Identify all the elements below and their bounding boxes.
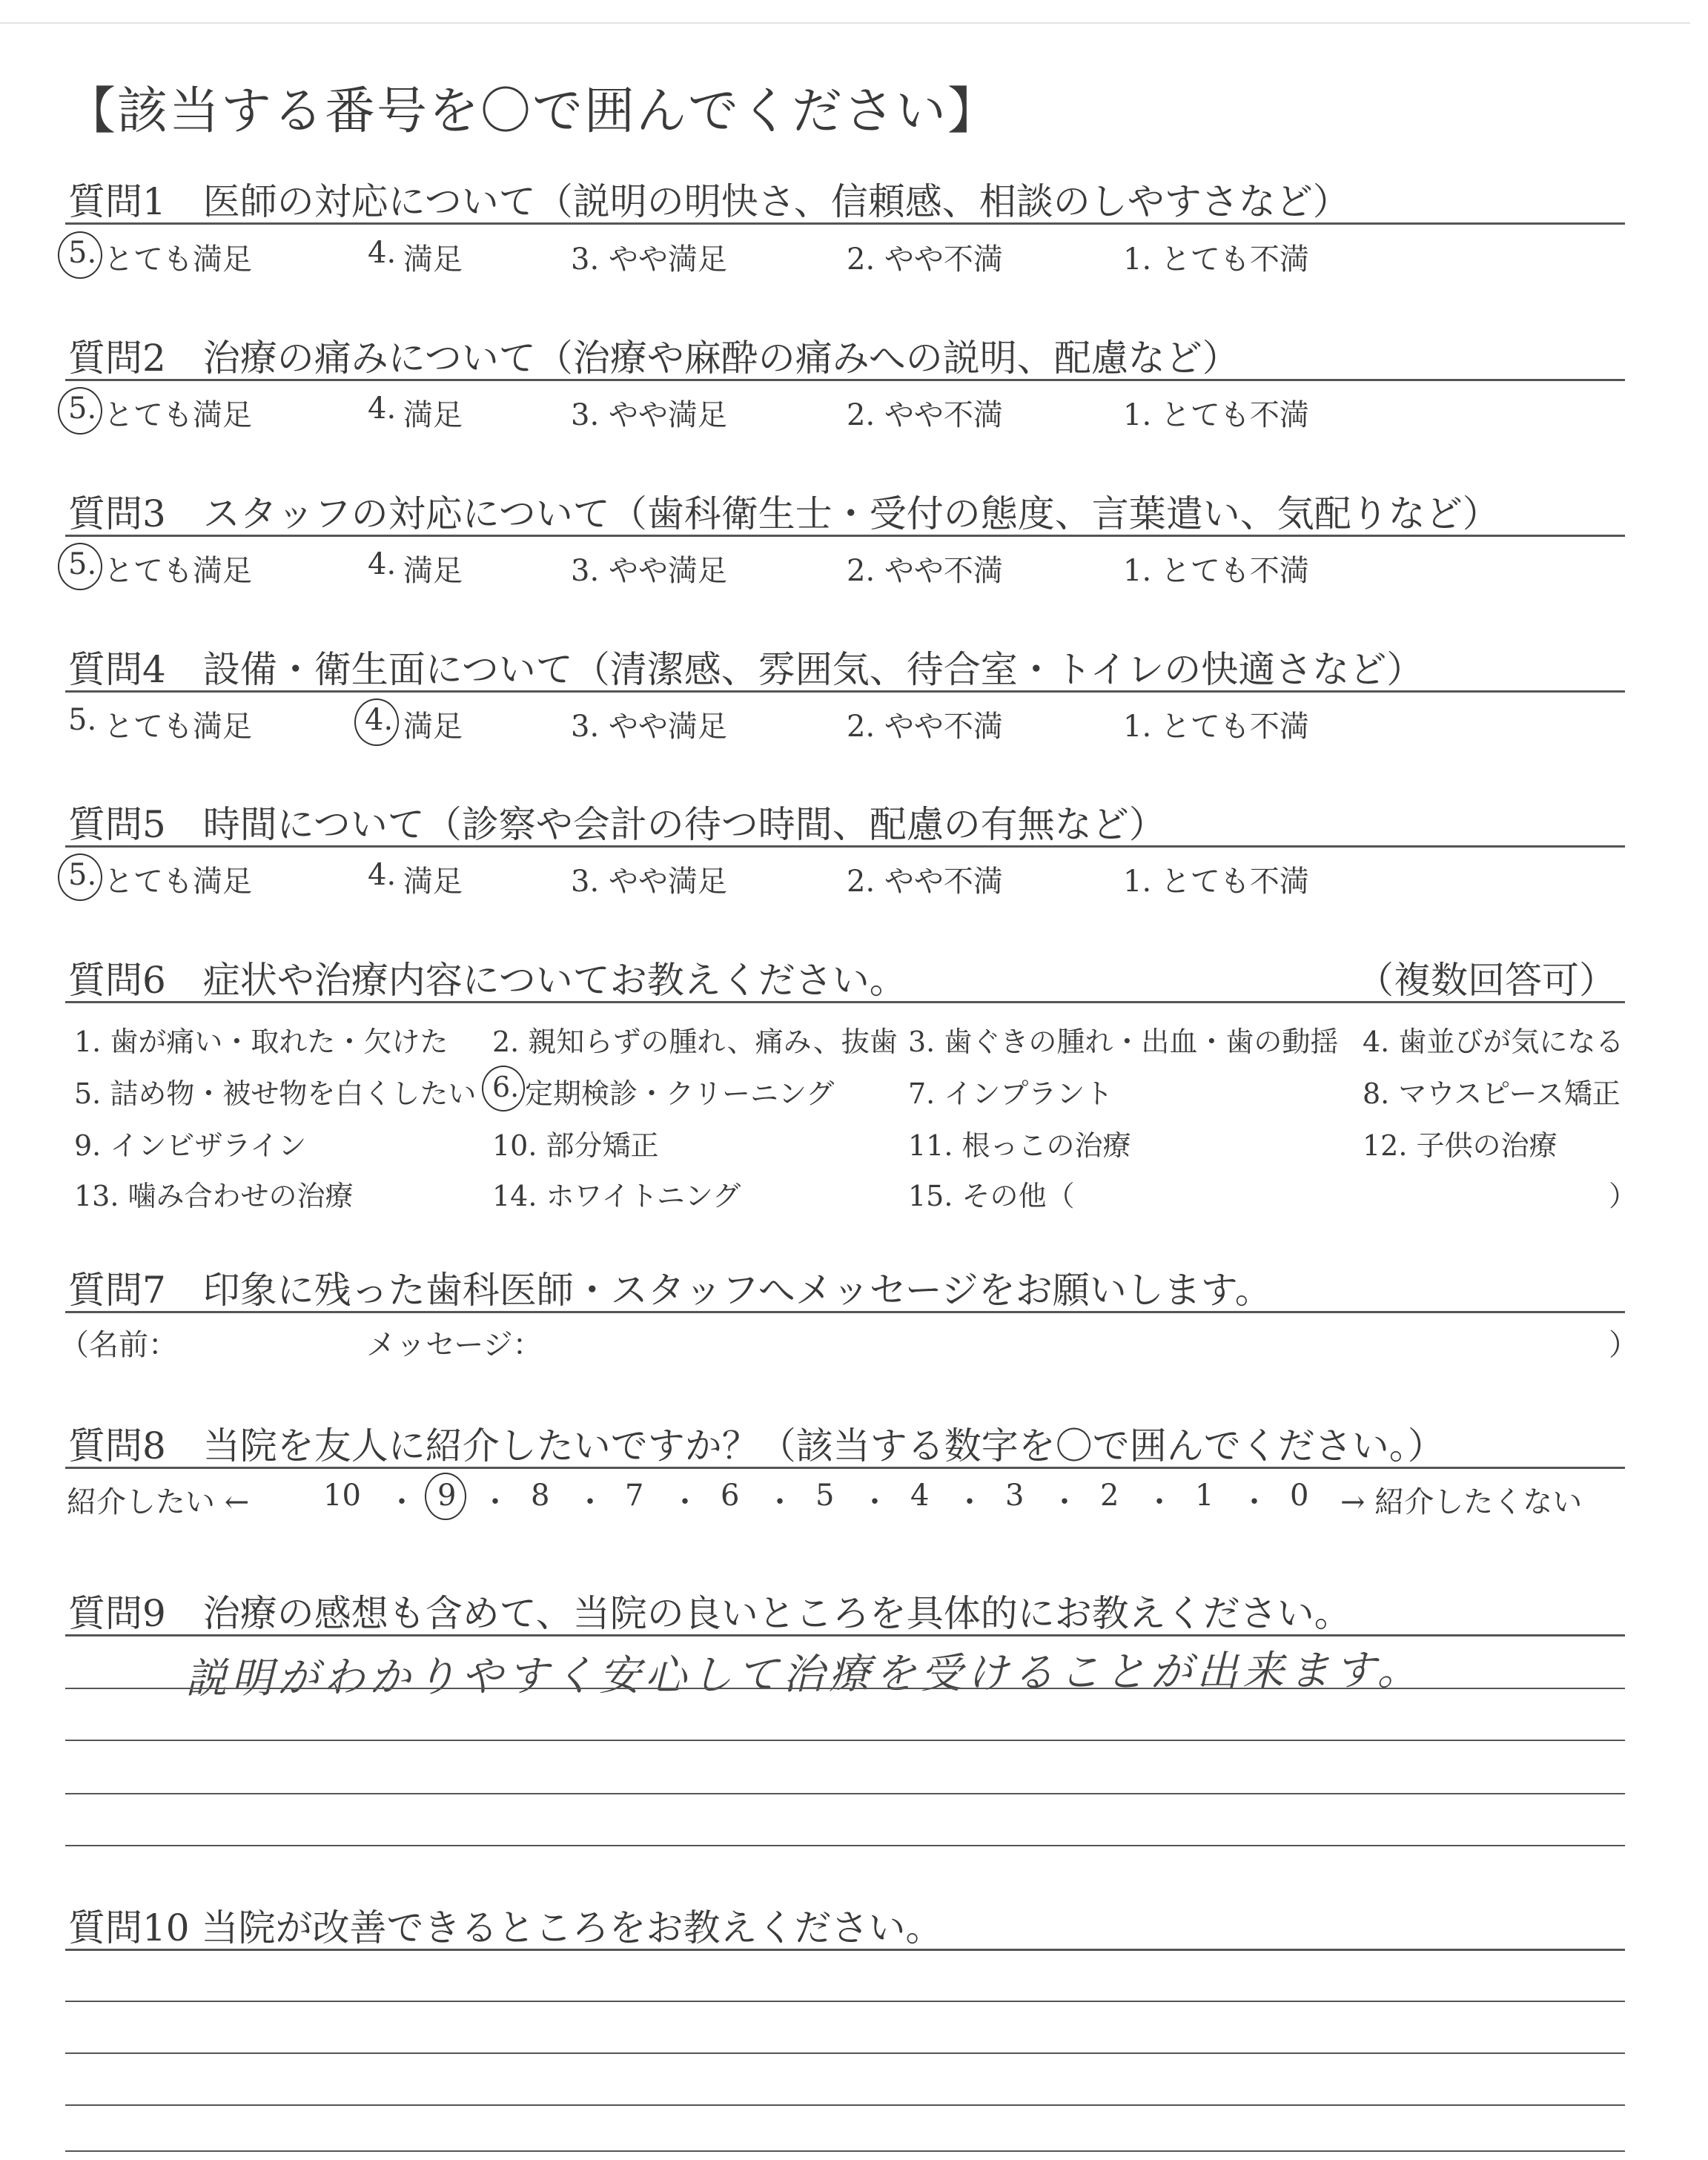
q6-item-12: 12. 子供の治療 — [1363, 1129, 1558, 1162]
scale-sep: ・ — [1050, 1485, 1079, 1519]
scale-10: 10 — [323, 1479, 361, 1513]
q8-left-label: 紹介したい ← — [67, 1485, 250, 1519]
question-8-title: 質問8 当院を友人に紹介したいですか？（該当する数字を〇で囲んでください。） — [68, 1424, 1445, 1467]
q6-item-13: 13. 噛み合わせの治療 — [74, 1180, 354, 1212]
option-2: 2. やや不満 — [847, 710, 1003, 744]
option-3: 3. やや満足 — [571, 554, 727, 588]
scale-sep: ・ — [480, 1485, 510, 1519]
scale-sep: ・ — [765, 1485, 795, 1519]
question-6-title: 質問6 症状や治療内容についてお教えください。 — [68, 959, 907, 1002]
option-4-label: 満足 — [403, 242, 463, 277]
q6-item-15-close: ） — [1609, 1180, 1638, 1212]
question-5-title: 質問5 時間について（診察や会計の待つ時間、配慮の有無など） — [68, 803, 1166, 846]
scale-sep: ・ — [860, 1485, 890, 1519]
option-1: 1. とても不満 — [1123, 554, 1309, 588]
scale-sep: ・ — [670, 1485, 700, 1519]
selected-circle — [354, 698, 399, 746]
selected-circle — [58, 853, 102, 901]
q7-message-label: メッセージ： — [366, 1328, 543, 1362]
question-7-title: 質問7 印象に残った歯科医師・スタッフへメッセージをお願いします。 — [68, 1269, 1272, 1312]
handwritten-answer: 説明がわかりやすく安心して治療を受けることが出来ます。 — [185, 1646, 1423, 1703]
option-4-label: 満足 — [403, 865, 463, 899]
option-4-number: 4. — [365, 703, 394, 737]
answer-line — [65, 1793, 1625, 1794]
question-3-title: 質問3 スタッフの対応について（歯科衛生士・受付の態度、言葉遣い、気配りなど） — [68, 492, 1500, 535]
option-2: 2. やや不満 — [847, 554, 1003, 588]
option-5-label: とても満足 — [104, 710, 252, 744]
scale-sep: ・ — [955, 1485, 984, 1519]
scale-2: 2 — [1100, 1479, 1119, 1513]
question-10-title: 質問10 当院が改善できるところをお教えください。 — [68, 1906, 943, 1949]
question-10-rule — [65, 1949, 1625, 1951]
q6-item-9: 9. インビザライン — [74, 1129, 307, 1162]
question-5-rule — [65, 845, 1625, 848]
question-2-title: 質問2 治療の痛みについて（治療や麻酔の痛みへの説明、配慮など） — [68, 337, 1239, 380]
scale-0: 0 — [1290, 1479, 1309, 1513]
option-1: 1. とても不満 — [1123, 242, 1309, 277]
option-4-number: 4. — [368, 392, 397, 426]
option-5-label: とても満足 — [104, 398, 252, 432]
scan-top-edge — [0, 22, 1690, 24]
option-1: 1. とても不満 — [1123, 865, 1309, 899]
option-5-number: 5. — [68, 547, 97, 581]
scale-1: 1 — [1195, 1479, 1214, 1513]
answer-line — [65, 1740, 1625, 1741]
option-2: 2. やや不満 — [847, 865, 1003, 899]
option-5-label: とても満足 — [104, 554, 252, 588]
answer-line — [65, 2150, 1625, 2152]
question-1-rule — [65, 222, 1625, 225]
option-5-label: とても満足 — [104, 242, 252, 277]
scale-3: 3 — [1005, 1479, 1025, 1513]
q6-item-6-label: 定期検診・クリーニング — [525, 1077, 835, 1110]
q6-item-8: 8. マウスピース矯正 — [1363, 1077, 1621, 1110]
question-4-title: 質問4 設備・衛生面について（清潔感、雰囲気、待合室・トイレの快適さなど） — [68, 648, 1424, 691]
q6-item-2: 2. 親知らずの腫れ、痛み、抜歯 — [492, 1025, 898, 1058]
q6-item-5: 5. 詰め物・被せ物を白くしたい — [74, 1077, 477, 1110]
answer-line — [65, 2052, 1625, 2054]
question-7-rule — [65, 1311, 1625, 1313]
option-4-label: 満足 — [403, 398, 463, 432]
selected-circle — [425, 1473, 466, 1520]
answer-line — [65, 1688, 1625, 1689]
scale-4: 4 — [910, 1479, 930, 1513]
option-3: 3. やや満足 — [571, 398, 727, 432]
q6-item-1: 1. 歯が痛い・取れた・欠けた — [74, 1025, 448, 1058]
option-5-label: とても満足 — [104, 865, 252, 899]
scale-sep: ・ — [387, 1485, 417, 1519]
selected-circle — [58, 543, 102, 590]
question-3-rule — [65, 535, 1625, 537]
q6-item-4: 4. 歯並びが気になる — [1363, 1025, 1624, 1058]
selected-circle — [482, 1066, 525, 1112]
scale-sep: ・ — [575, 1485, 605, 1519]
scale-sep: ・ — [1239, 1485, 1269, 1519]
q6-item-10: 10. 部分矯正 — [492, 1129, 659, 1162]
option-4-number: 4. — [368, 236, 397, 270]
option-4-number: 4. — [368, 858, 397, 892]
q6-item-7: 7. インプラント — [908, 1077, 1113, 1110]
option-1: 1. とても不満 — [1123, 710, 1309, 744]
q6-item-6-number: 6. — [492, 1071, 520, 1103]
answer-line — [65, 2001, 1625, 2002]
q6-item-11: 11. 根っこの治療 — [908, 1129, 1131, 1162]
option-4-label: 満足 — [403, 710, 463, 744]
question-9-rule — [65, 1634, 1625, 1636]
question-1-title: 質問1 医師の対応について（説明の明快さ、信頼感、相談のしやすさなど） — [68, 180, 1350, 223]
q6-item-3: 3. 歯ぐきの腫れ・出血・歯の動揺 — [908, 1025, 1339, 1058]
option-1: 1. とても不満 — [1123, 398, 1309, 432]
option-5-number: 5. — [68, 703, 97, 737]
scale-9: 9 — [437, 1479, 457, 1513]
option-3: 3. やや満足 — [571, 865, 727, 899]
scale-8: 8 — [531, 1479, 550, 1513]
scale-5: 5 — [815, 1479, 835, 1513]
selected-circle — [58, 387, 102, 435]
answer-line — [65, 2104, 1625, 2106]
q6-item-15: 15. その他（ — [908, 1180, 1075, 1212]
option-5-number: 5. — [68, 858, 97, 892]
option-3: 3. やや満足 — [571, 242, 727, 277]
option-2: 2. やや不満 — [847, 242, 1003, 277]
scale-6: 6 — [721, 1479, 740, 1513]
question-6-rule — [65, 1001, 1625, 1003]
q8-right-label: → 紹介したくない — [1340, 1485, 1583, 1519]
question-9-title: 質問9 治療の感想も含めて、当院の良いところを具体的にお教えください。 — [68, 1592, 1351, 1635]
selected-circle — [58, 231, 102, 279]
option-3: 3. やや満足 — [571, 710, 727, 744]
scale-sep: ・ — [1145, 1485, 1174, 1519]
q7-close-paren: ） — [1609, 1328, 1638, 1362]
q6-item-14: 14. ホワイトニング — [492, 1180, 741, 1212]
q7-name-label: （名前： — [59, 1328, 178, 1362]
question-8-rule — [65, 1467, 1625, 1469]
question-2-rule — [65, 379, 1625, 381]
option-5-number: 5. — [68, 236, 97, 270]
option-4-number: 4. — [368, 547, 397, 581]
page-title: 【該当する番号を〇で囲んでください】 — [65, 82, 1000, 141]
question-6-note: （複数回答可） — [1357, 959, 1616, 1002]
option-4-label: 満足 — [403, 554, 463, 588]
option-5-number: 5. — [68, 392, 97, 426]
option-2: 2. やや不満 — [847, 398, 1003, 432]
question-4-rule — [65, 690, 1625, 693]
answer-line — [65, 1845, 1625, 1846]
scale-7: 7 — [625, 1479, 644, 1513]
